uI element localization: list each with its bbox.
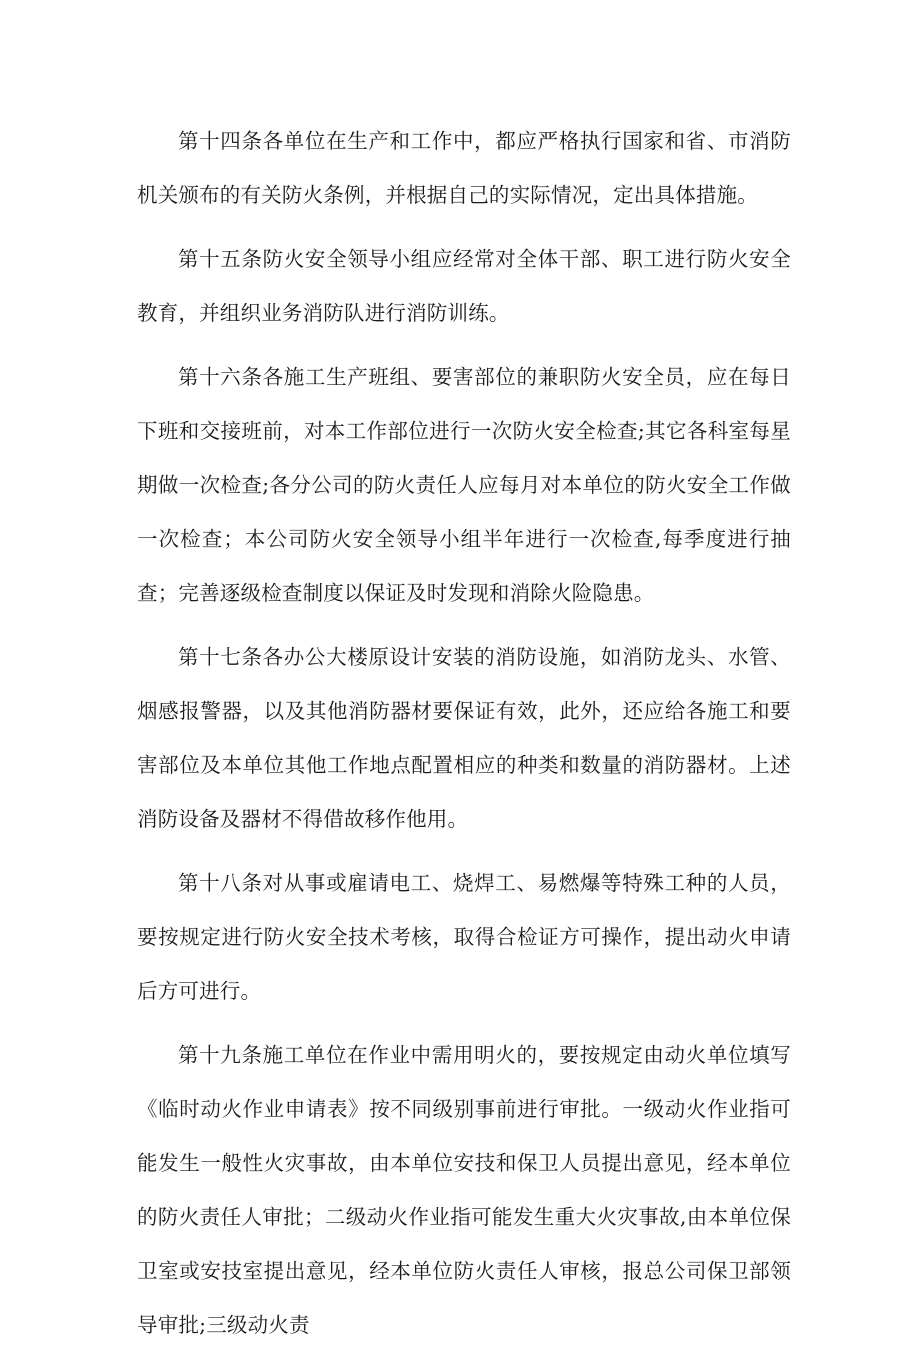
paragraph-article-17: 第十七条各办公大楼原设计安装的消防设施，如消防龙头、水管、烟感报警器，以及其他消防器材要保证有效，此外，还应给各施工和要害部位及本单位其他工作地点配置相应的种类和数量的消防器材。上述消防设备及器材不得借故移作他用。 — [137, 645, 791, 831]
paragraph-article-15: 第十五条防火安全领导小组应经常对全体干部、职工进行防火安全教育，并组织业务消防队进行消防训练。 — [137, 247, 791, 325]
document-body — [137, 114, 791, 1352]
paragraph-article-18: 第十八条对从事或雇请电工、烧焊工、易燃爆等特殊工种的人员，要按规定进行防火安全技术考核，取得合检证方可操作，提出动火申请后方可进行。 — [137, 871, 791, 1003]
paragraph-article-19: 第十九条施工单位在作业中需用明火的，要按规定由动火单位填写《临时动火作业申请表》按不同级别事前进行审批。一级动火作业指可能发生一般性火灾事故，由本单位安技和保卫人员提出意见，经本单位的防火责任人审批；二级动火作业指可能发生重大火灾事故,由本单位保卫室或安技室提出意见，经本单位防火责任人审核，报总公司保卫部领导审批;三级动火责 — [137, 1043, 791, 1337]
paragraph-article-14: 第十四条各单位在生产和工作中，都应严格执行国家和省、市消防机关颁布的有关防火条例，并根据自己的实际情况，定出具体措施。 — [137, 129, 791, 207]
paragraph-article-16: 第十六条各施工生产班组、要害部位的兼职防火安全员，应在每日下班和交接班前，对本工作部位进行一次防火安全检查;其它各科室每星期做一次检查;各分公司的防火责任人应每月对本单位的防火安全工作做一次检查；本公司防火安全领导小组半年进行一次检查,每季度进行抽查；完善逐级检查制度以保证及时发现和消除火险隐患。 — [137, 365, 791, 605]
